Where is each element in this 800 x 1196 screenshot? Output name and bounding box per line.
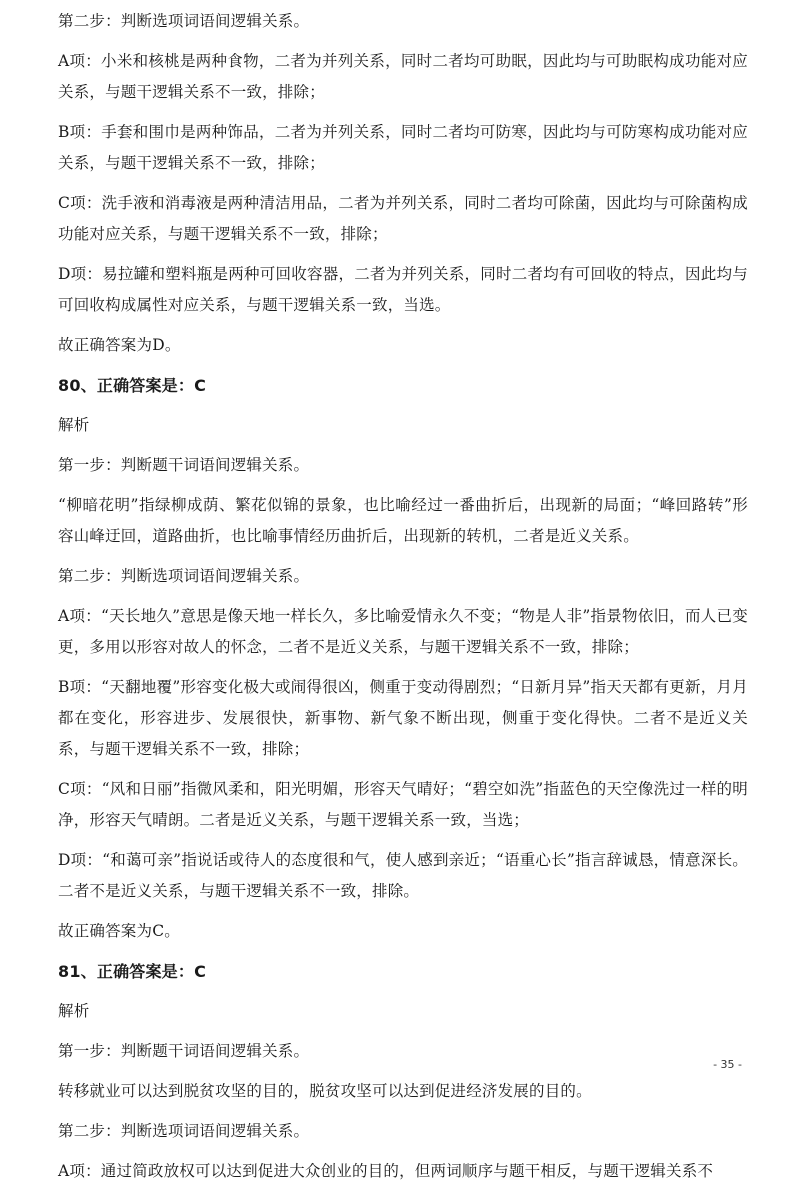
- paragraph: 第二步：判断选项词语间逻辑关系。: [58, 1122, 310, 1140]
- paragraph: 第一步：判断题干词语间逻辑关系。: [58, 1042, 310, 1060]
- paragraph: 解析: [58, 416, 90, 434]
- paragraph: D项：易拉罐和塑料瓶是两种可回收容器，二者为并列关系，同时二者均有可回收的特点，因此均与可回收构成属性对应关系，与题干逻辑关系一致，当选。: [58, 265, 748, 314]
- paragraph: 解析: [58, 1002, 90, 1020]
- paragraph: 第一步：判断题干词语间逻辑关系。: [58, 456, 310, 474]
- paragraph: A项：小米和核桃是两种食物，二者为并列关系，同时二者均可助眠，因此均与可助眠构成功能对应关系，与题干逻辑关系不一致，排除；: [58, 52, 748, 101]
- paragraph: D项：“和蔼可亲”指说话或待人的态度很和气，使人感到亲近；“语重心长”指言辞诚恳，情意深长。二者不是近义关系，与题干逻辑关系不一致，排除。: [58, 851, 748, 900]
- paragraph: 故正确答案为D。: [58, 336, 181, 354]
- paragraph: “柳暗花明”指绿柳成荫、繁花似锦的景象，也比喻经过一番曲折后，出现新的局面；“峰回路转”形容山峰迂回，道路曲折，也比喻事情经历曲折后，出现新的转机，二者是近义关系。: [58, 496, 748, 545]
- document-body: [58, 6, 748, 1196]
- paragraph: A项：通过简政放权可以达到促进大众创业的目的，但两词顺序与题干相反，与题干逻辑关系不: [58, 1162, 714, 1180]
- paragraph: B项：手套和围巾是两种饰品，二者为并列关系，同时二者均可防寒，因此均与可防寒构成功能对应关系，与题干逻辑关系不一致，排除；: [58, 123, 748, 172]
- answer-heading: 81、正确答案是：C: [58, 962, 207, 981]
- paragraph: B项：“天翻地覆”形容变化极大或闹得很凶，侧重于变动得剧烈；“日新月异”指天天都有更新，月月都在变化，形容进步、发展很快，新事物、新气象不断出现，侧重于变化得快。二者不是近义关系，与题干逻辑关系不一致，排除；: [58, 678, 748, 758]
- paragraph: A项：“天长地久”意思是像天地一样长久，多比喻爱情永久不变；“物是人非”指景物依旧，而人已变更，多用以形容对故人的怀念，二者不是近义关系，与题干逻辑关系不一致，排除；: [58, 607, 748, 656]
- answer-heading: 80、正确答案是：C: [58, 376, 207, 395]
- paragraph: 第二步：判断选项词语间逻辑关系。: [58, 567, 310, 585]
- paragraph: 转移就业可以达到脱贫攻坚的目的，脱贫攻坚可以达到促进经济发展的目的。: [58, 1082, 592, 1100]
- page-number: - 35 -: [713, 1058, 742, 1071]
- paragraph: 故正确答案为C。: [58, 922, 180, 940]
- paragraph: C项：“风和日丽”指微风柔和，阳光明媚，形容天气晴好；“碧空如洗”指蓝色的天空像洗过一样的明净，形容天气晴朗。二者是近义关系，与题干逻辑关系一致，当选；: [58, 780, 748, 829]
- paragraph: C项：洗手液和消毒液是两种清洁用品，二者为并列关系，同时二者均可除菌，因此均与可除菌构成功能对应关系，与题干逻辑关系不一致，排除；: [58, 194, 748, 243]
- paragraph: 第二步：判断选项词语间逻辑关系。: [58, 12, 310, 30]
